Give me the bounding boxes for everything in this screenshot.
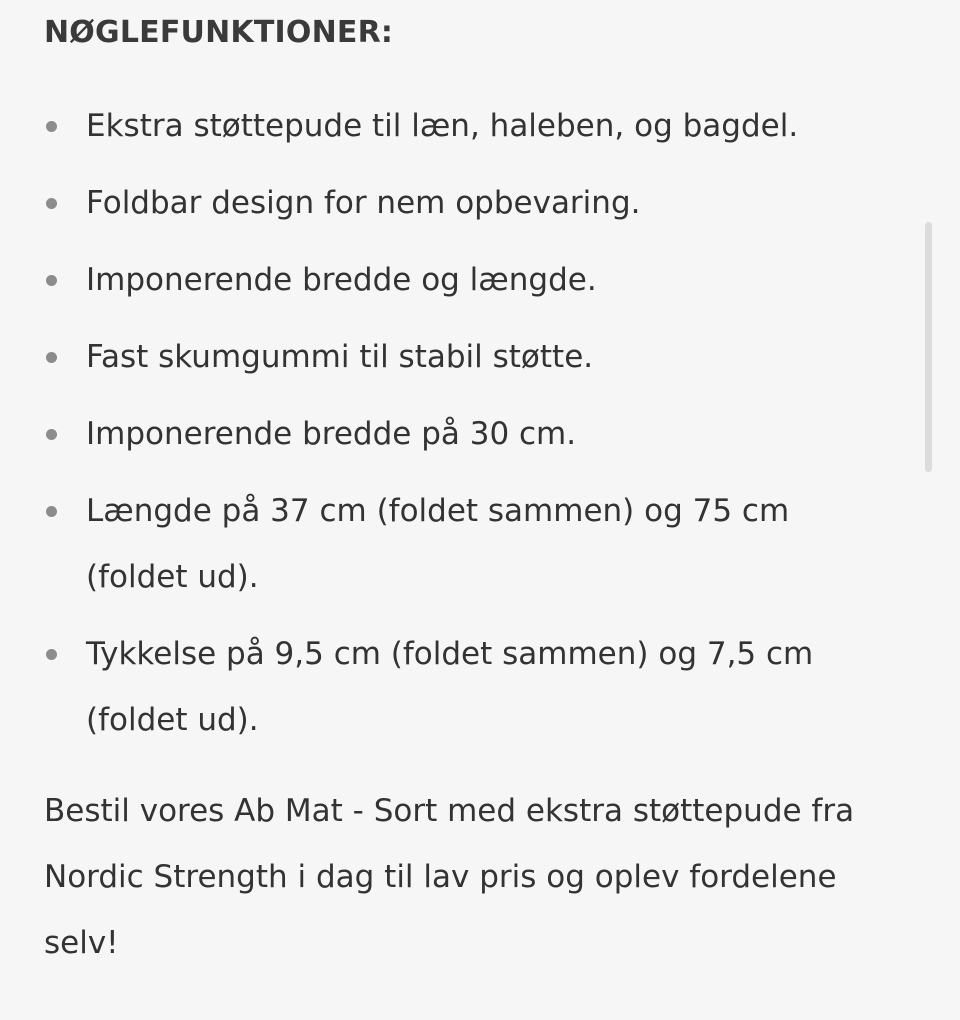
key-features-heading: NØGLEFUNKTIONER: <box>44 15 394 50</box>
feature-text: Fast skumgummi til stabil støtte. <box>86 339 594 375</box>
feature-item <box>44 401 914 467</box>
bullet-icon <box>46 429 57 440</box>
feature-text: Ekstra støttepude til læn, haleben, og bagdel. <box>86 108 799 144</box>
feature-item <box>44 621 914 753</box>
bullet-icon <box>46 275 57 286</box>
feature-item <box>44 93 914 159</box>
bullet-icon <box>46 506 57 517</box>
feature-item <box>44 170 914 236</box>
bullet-icon <box>46 121 57 132</box>
feature-item <box>44 324 914 390</box>
bullet-icon <box>46 352 57 363</box>
vertical-scrollbar[interactable] <box>925 222 932 472</box>
bullet-icon <box>46 198 57 209</box>
feature-text: Foldbar design for nem opbevaring. <box>86 185 641 221</box>
feature-item <box>44 247 914 313</box>
feature-text: Imponerende bredde og længde. <box>86 262 597 298</box>
feature-text: Tykkelse på 9,5 cm (foldet sammen) og 7,5 cm (foldet ud). <box>86 636 814 738</box>
bullet-icon <box>46 649 57 660</box>
feature-item <box>44 478 914 610</box>
call-to-action-text: Bestil vores Ab Mat - Sort med ekstra støttepude fra Nordic Strength i dag til lav pris og oplev fordelene selv! <box>44 793 855 961</box>
features-list <box>44 93 914 753</box>
feature-text: Længde på 37 cm (foldet sammen) og 75 cm (foldet ud). <box>86 493 790 595</box>
feature-text: Imponerende bredde på 30 cm. <box>86 416 577 452</box>
product-description <box>44 0 914 976</box>
